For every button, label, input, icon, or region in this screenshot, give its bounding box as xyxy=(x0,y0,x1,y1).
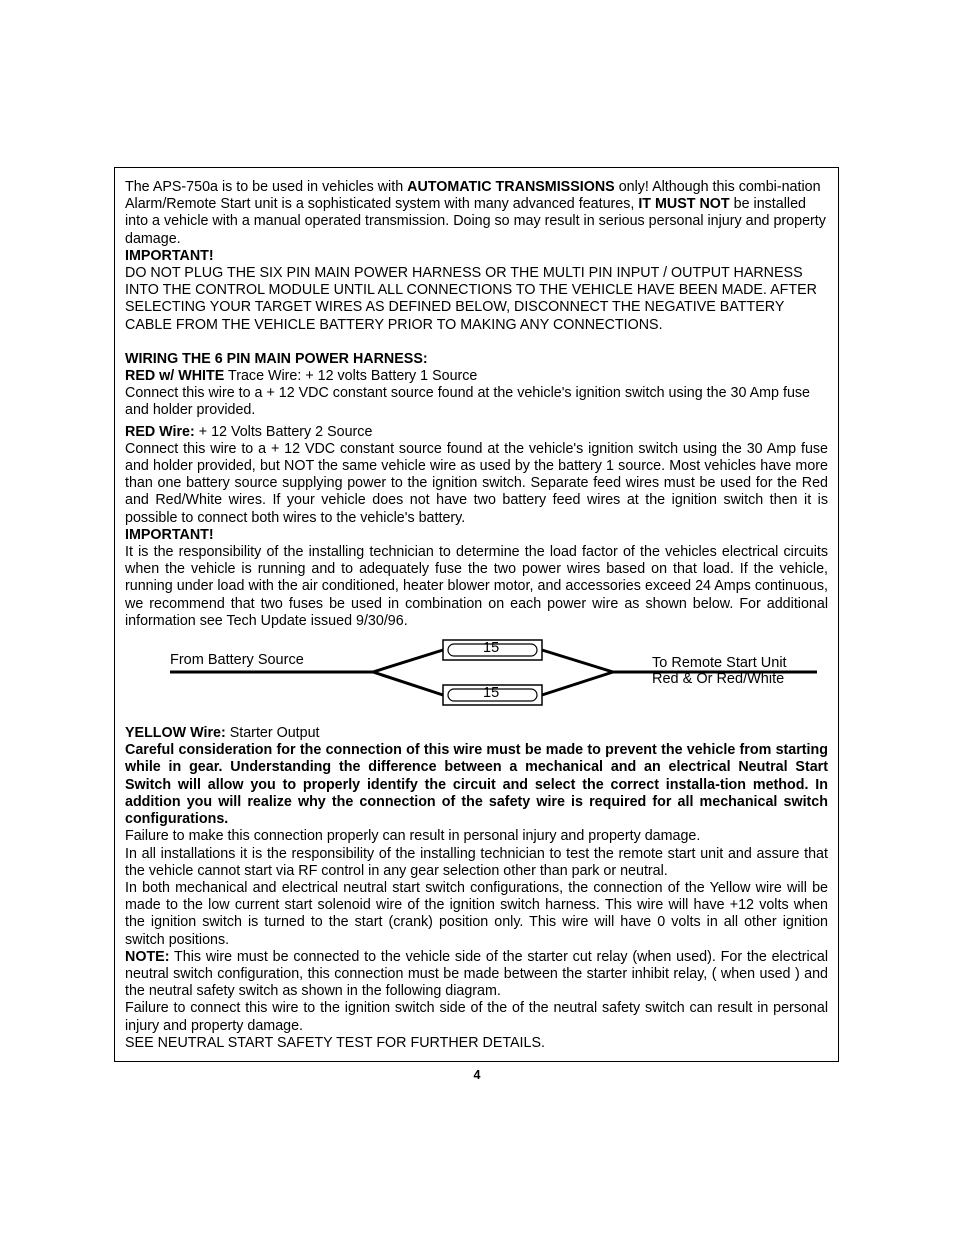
red-white-title xyxy=(125,368,828,385)
content-body xyxy=(125,179,828,1052)
red-white-body: Connect this wire to a + 12 VDC constant source found at the vehicle's ignition switch using the 30 Amp fuse and holder provided. xyxy=(125,385,810,419)
wiring-heading: WIRING THE 6 PIN MAIN POWER HARNESS: xyxy=(125,350,428,367)
yellow-desc: Starter Output xyxy=(225,725,320,742)
page-number: 4 xyxy=(473,1068,481,1082)
join-wire-bottom xyxy=(542,672,613,695)
join-wire-top xyxy=(542,650,613,672)
red-white-desc: Trace Wire: + 12 volts Battery 1 Source xyxy=(224,368,478,385)
split-wire-top xyxy=(373,650,443,672)
red-body: Connect this wire to a + 12 VDC constant source found at the vehicle's ignition switch using the 30 Amp fuse and holder provided, but NOT the same vehicle wire as used by the battery 1 source. Most vehicles have more than one battery source supplying power to the ignition switch. Separate feed wires must be used for the Red and Red/White wires. If your vehicle does not have two battery feed wires at the ignition switch then it is possible to connect both wires to the vehicle's battery. xyxy=(125,440,828,526)
yellow-warning: Careful consideration for the connection of this wire must be made to prevent the vehicle from starting while in gear. Understanding the difference between a mechanical and an electrical Neutral Start Switch will allow you to properly identify the circuit and select the correct installa-tion method. In addition you will realize why the connection of the safety wire is required for all mechanical switch configurations. xyxy=(125,742,828,828)
yellow-title xyxy=(125,725,828,742)
important-heading-2: IMPORTANT! xyxy=(125,526,214,543)
intro-emphasis-1: AUTOMATIC TRANSMISSIONS xyxy=(407,179,615,195)
important-body-1: DO NOT PLUG THE SIX PIN MAIN POWER HARNESS OR THE MULTI PIN INPUT / OUTPUT HARNESS INTO THE CONTROL MODULE UNTIL ALL CONNECTIONS TO THE VEHICLE HAVE BEEN MADE. AFTER SELECTING YOUR TARGET WIRES AS DEFINED BELOW, DISCONNECT THE NEGATIVE BATTERY CABLE FROM THE VEHICLE BATTERY PRIOR TO MAKING ANY CONNECTIONS. xyxy=(125,265,817,333)
intro-text-3: be installed into a vehicle with a manual operated transmission. Doing so may result in serious personal injury and property damage. xyxy=(125,196,826,247)
note-paragraph xyxy=(125,949,828,1001)
yellow-para-3: In both mechanical and electrical neutral start switch configurations, the connection of the Yellow wire will be made to the low current start solenoid wire of the ignition switch harness. This wire will have +12 volts when the ignition switch is turned to the start (crank) position only. This wire will have 0 volts in all other ignition switch positions. xyxy=(125,879,828,948)
fuse-diagram xyxy=(125,630,828,725)
red-white-label: RED w/ WHITE xyxy=(125,368,225,385)
split-wire-bottom xyxy=(373,672,443,695)
intro-paragraph xyxy=(125,179,828,248)
important-body-2: It is the responsibility of the installing technician to determine the load factor of the vehicles electrical circuits when the vehicle is running and to adequately fuse the two power wires based on that load. If the vehicle, running under load with the air conditioned, heater blower motor, and accessories exceed 24 Amps continuous, we recommend that two fuses be used in combination on each power wire as shown below. For additional information see Tech Update issued 9/30/96. xyxy=(125,544,828,629)
fuse-bottom-rating: 15 xyxy=(483,685,500,702)
red-label: RED Wire: xyxy=(125,423,195,440)
yellow-para-1: Failure to make this connection properly can result in personal injury and property damage. xyxy=(125,828,701,845)
note-label: NOTE: xyxy=(125,948,170,965)
intro-text-2: only! Although this combi-nation Alarm/Remote Start unit is a sophisticated system with many advanced features, xyxy=(125,179,821,213)
fuse-top-rating: 15 xyxy=(483,640,500,657)
red-desc: + 12 Volts Battery 2 Source xyxy=(194,423,373,440)
note-body: This wire must be connected to the vehicle side of the starter cut relay (when used). For the electrical neutral switch configuration, this connection must be made between the starter inhibit relay, ( when used ) and the neutral safety switch as shown in the following diagram. xyxy=(125,948,828,1000)
yellow-para-2: In all installations it is the responsibility of the installing technician to test the remote start unit and assure that the vehicle cannot start via RF control in any gear selection other than park or neutral. xyxy=(125,845,828,879)
yellow-para-5: SEE NEUTRAL START SAFETY TEST FOR FURTHER DETAILS. xyxy=(125,1034,545,1051)
remote-start-label: To Remote Start Unit xyxy=(652,655,787,672)
battery-source-label: From Battery Source xyxy=(170,652,304,669)
important-heading-1: IMPORTANT! xyxy=(125,247,214,264)
content-frame xyxy=(114,167,839,1062)
wire-color-label: Red & Or Red/White xyxy=(652,671,785,688)
intro-text-1: The APS-750a is to be used in vehicles with xyxy=(125,179,408,195)
red-title xyxy=(125,424,828,441)
yellow-label: YELLOW Wire: xyxy=(125,725,226,742)
intro-emphasis-2: IT MUST NOT xyxy=(638,196,730,213)
yellow-para-4: Failure to connect this wire to the ignition switch side of the of the neutral safety switch can result in personal injury and property damage. xyxy=(125,1000,828,1034)
